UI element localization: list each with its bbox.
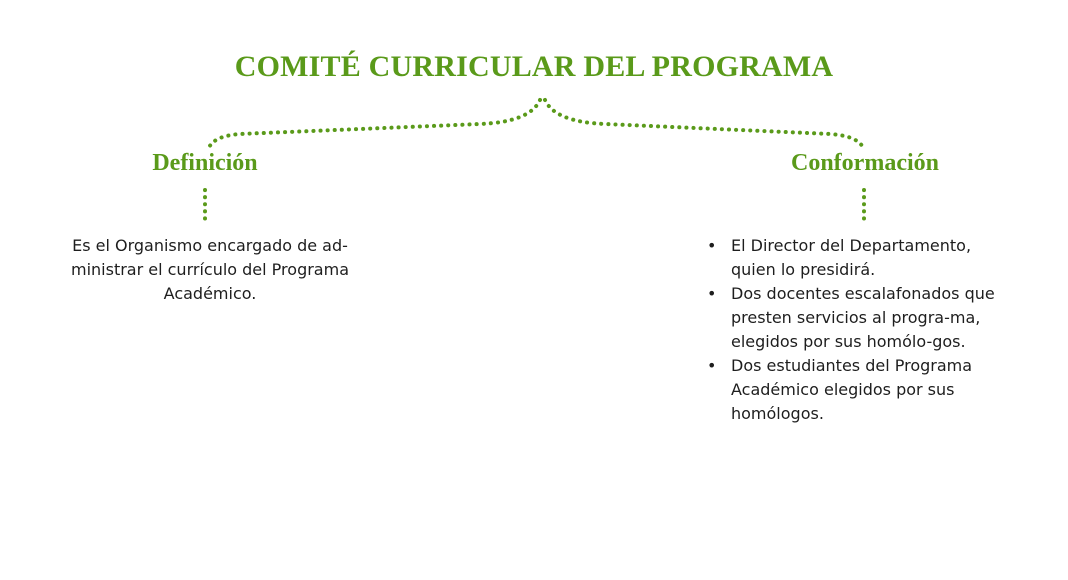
diagram-title: COMITÉ CURRICULAR DEL PROGRAMA — [234, 50, 834, 83]
member-text: Dos docentes escalafonados que presten servicios al progra-ma, elegidos por sus homólo-gos. — [731, 284, 995, 351]
member-text: El Director del Departamento, quien lo presidirá. — [731, 236, 972, 279]
list-item — [705, 354, 1005, 426]
members-list — [705, 234, 1005, 426]
list-item — [705, 282, 1005, 354]
brace-left-branch — [208, 100, 540, 150]
conformation-heading: Conformación — [791, 150, 939, 176]
brace-right-branch — [545, 100, 864, 150]
bullet-icon: • — [707, 284, 717, 303]
member-text: Dos estudiantes del Programa Académico elegidos por sus homólogos. — [731, 356, 973, 423]
bullet-icon: • — [707, 356, 717, 375]
definition-heading: Definición — [152, 150, 258, 176]
list-item — [705, 234, 1005, 282]
bullet-icon: • — [707, 236, 717, 255]
definition-text: Es el Organismo encargado de ad-ministrar el currículo del Programa Académico. — [70, 236, 349, 303]
